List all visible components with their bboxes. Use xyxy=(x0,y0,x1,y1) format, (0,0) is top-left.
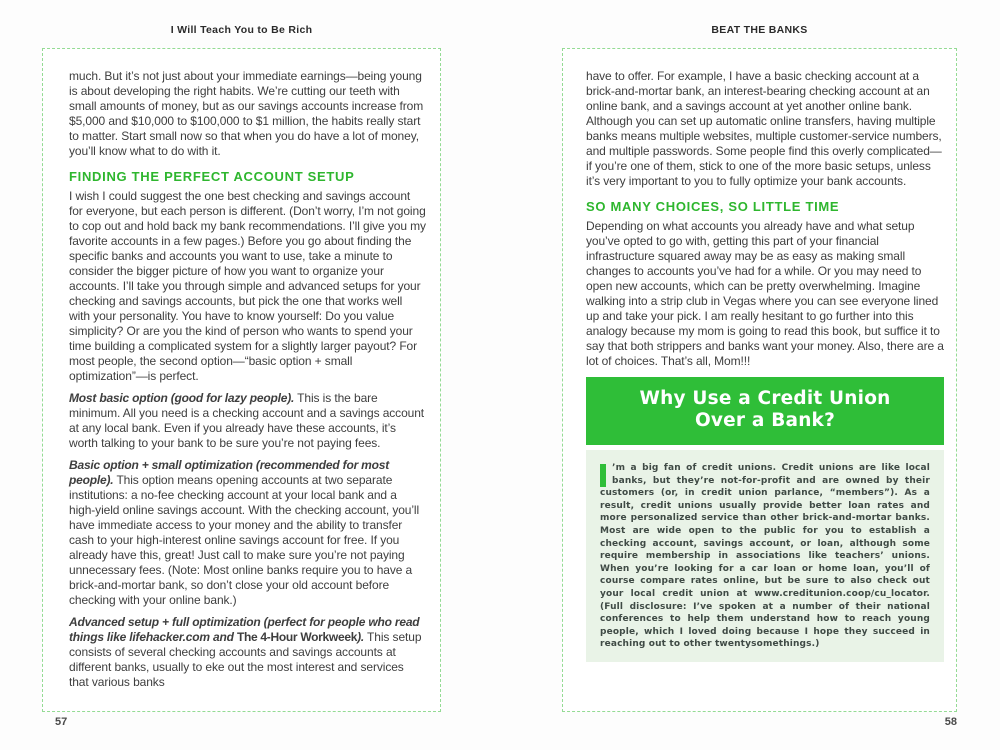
option-lead: Basic option + small optimization (recommended for most people). xyxy=(69,458,390,487)
sidebar-body-text: ’m a big fan of credit unions. Credit unions are like local banks, but they’re not-for-profit and are owned by their customers (or, in credit union parlance, “members”). As a result, credit unions usually provide better loan rates and more personalized service than other brick-and-mortar banks. Most are wide open to the public for you to establish a checking account, savings account, or loan, although some require membership in associations like teachers’ unions. When you’re looking for a car loan or home loan, you’ll of course compare rates online, but be sure to also check out your local credit union at www.creditunion.coop/cu_locator. (Full disclosure: I’ve spoken at a number of their national conferences to help them understand how to reach young people, which I loved doing because I hope they succeed in reaching out to other twentysomethings.) xyxy=(600,463,930,650)
book-title-4-hour-workweek: The 4-Hour Workweek xyxy=(236,630,358,644)
option-body: This option means opening accounts at two separate institutions: a no-fee checking account at your local bank and a high-yield online savings account. With the checking account, you’ll have immediate access to your money and the ability to transfer cash to your high-interest online savings account for free. If you already have this, great! Just call to make sure you’re not paying unnecessary fees. (Note: Most online banks require you to have a brick-and-mortar bank, so don’t close your old account before checking with your online bank.) xyxy=(69,473,420,607)
option-lead: Most basic option (good for lazy people). xyxy=(69,391,295,405)
option-lead-close: ). xyxy=(357,630,365,644)
option-body: This is the bare minimum. All you need is a checking account and a savings account at any local bank. Even if you already have these accounts, it’s worth talking to your bank to be sure you’re not paying fees. xyxy=(69,391,425,450)
left-page xyxy=(42,48,441,712)
option-advanced-setup xyxy=(69,615,426,690)
running-head-right: BEAT THE BANKS xyxy=(711,24,808,36)
credit-union-callout-header xyxy=(586,377,944,445)
option-lead: Advanced setup + full optimization (perfect for people who read things like lifehacker.com and xyxy=(69,615,420,644)
right-section-paragraph: Depending on what accounts you already have and what setup you’ve opted to go with, getting this part of your financial infrastructure squared away may be as easy as making small changes to accounts you’ve had for a while. Or you may need to open new accounts, which can be pretty overwhelming. Imagine walking into a strip club in Vegas where you can see everyone lined up and take your pick. I am really hesitant to go further into this analogy because my mom is going to read this book, but suffice it to say that both strippers and banks want your money. Also, there are a lot of choices. That’s all, Mom!!! xyxy=(586,219,944,368)
option-basic-plus-small xyxy=(69,458,426,608)
page-number-right: 58 xyxy=(944,716,957,728)
option-body: This setup consists of several checking accounts and savings accounts at different banks, usually to eke out the most interest and services that various banks xyxy=(69,630,422,689)
dropcap-letter-i xyxy=(600,464,606,487)
left-intro-paragraph: much. But it’s not just about your immediate earnings—being young is about developing the right habits. We’re cutting our teeth with small amounts of money, but as our savings accounts increase from $5,000 and $10,000 to $100,000 to $1 million, the habits really start to matter. Start small now so that when you do have a lot of money, you’ll know what to do with it. xyxy=(69,69,424,158)
option-most-basic xyxy=(69,391,426,451)
right-intro-paragraph: have to offer. For example, I have a basic checking account at a brick-and-mortar bank, an interest-bearing checking account at an online bank, and a savings account at yet another online bank. Although you can set up automatic online transfers, having multiple banks means multiple websites, multiple customer-service numbers, and multiple passwords. Some people find this overly complicated—if you’re one of them, stick to one of the more basic setups, unless it’s very important to you to fully optimize your bank accounts. xyxy=(586,69,942,188)
section-heading-finding-account-setup: FINDING THE PERFECT ACCOUNT SETUP xyxy=(69,169,355,184)
credit-union-sidebar xyxy=(586,450,944,662)
right-page xyxy=(562,48,957,712)
sidebar-body xyxy=(600,462,930,651)
section-heading-so-many-choices: SO MANY CHOICES, SO LITTLE TIME xyxy=(586,199,840,214)
callout-title-line-2: Over a Bank? xyxy=(694,410,835,431)
running-head-left: I Will Teach You to Be Rich xyxy=(170,24,313,36)
left-section-paragraph: I wish I could suggest the one best checking and savings account for everyone, but each person is different. (Don’t worry, I’m not going to cop out and hold back my bank recommendations. I’ll give you my favorite accounts in a few pages.) Before you go about finding the specific banks and accounts you want to use, take a minute to consider the bigger picture of how you want to organize your accounts. I’ll take you through simple and advanced setups for your checking and savings accounts, but pick the one that works well with your personality. You have to know yourself: Do you value simplicity? Or are you the kind of person who wants to spend your time building a complicated system for a slightly larger payout? For most people, the second option—“basic option + small optimization”—is perfect. xyxy=(69,189,426,383)
page-number-left: 57 xyxy=(55,716,68,728)
callout-title-line-1: Why Use a Credit Union xyxy=(639,388,891,409)
